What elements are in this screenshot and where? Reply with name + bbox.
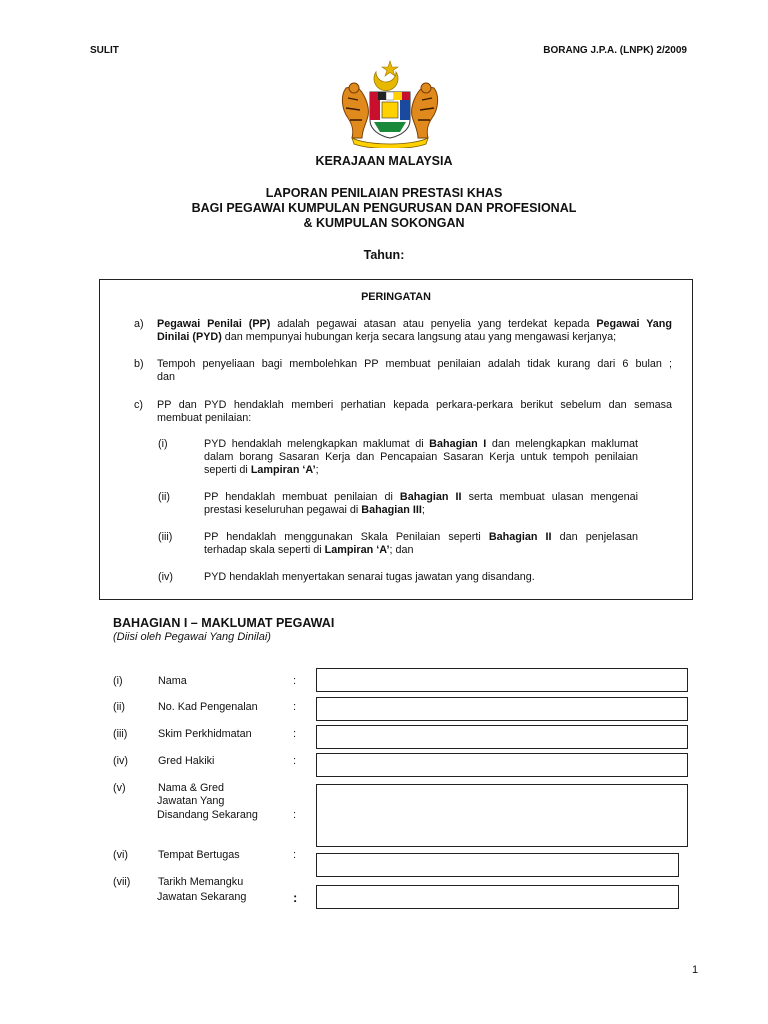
item-c-iii-text-3: terhadap skala seperti di xyxy=(204,544,325,556)
item-c-marker: c) xyxy=(134,399,143,411)
item-c-iii-marker: (iii) xyxy=(158,531,173,543)
page-number: 1 xyxy=(692,964,699,976)
header-classification: SULIT xyxy=(90,45,119,56)
item-a-text-1: adalah pegawai atasan atau penyelia yang terdekat kepada xyxy=(270,318,597,330)
ref-lampiran-a-1: Lampiran ‘A’ xyxy=(250,464,316,476)
nama-input[interactable] xyxy=(316,668,688,692)
field-colon-tempat: : xyxy=(293,849,297,861)
country-title: KERAJAAN MALAYSIA xyxy=(315,154,453,168)
item-c-i-marker: (i) xyxy=(158,438,168,450)
field-num-tempat: (vi) xyxy=(113,849,128,861)
field-colon-gred: : xyxy=(293,755,297,767)
section-subtitle: (Diisi oleh Pegawai Yang Dinilai) xyxy=(113,631,271,643)
item-c-i-text-2: dan melengkapkan maklumat xyxy=(486,438,638,450)
coat-of-arms-emblem xyxy=(338,58,442,148)
item-c-ii-line-2 xyxy=(204,504,425,518)
field-label-gred: Gred Hakiki xyxy=(158,755,215,767)
field-label-jawatan-3: Disandang Sekarang xyxy=(157,809,258,821)
field-num-skim: (iii) xyxy=(113,728,128,740)
item-c-ii-marker: (ii) xyxy=(158,491,170,503)
ic-number-input[interactable] xyxy=(316,697,688,721)
ref-bahagian-3: Bahagian III xyxy=(361,504,422,516)
item-c-i-text-1: PYD hendaklah melengkapkan maklumat di xyxy=(204,438,430,450)
field-label-jawatan-2: Jawatan Yang xyxy=(157,795,225,807)
field-num-ic: (ii) xyxy=(113,701,125,713)
item-b-line-2: dan xyxy=(157,371,176,383)
field-num-nama: (i) xyxy=(113,675,123,687)
warning-heading: PERINGATAN xyxy=(361,291,431,303)
report-title-line-1: LAPORAN PENILAIAN PRESTASI KHAS xyxy=(265,186,503,200)
item-c-iii-line-2 xyxy=(204,544,413,558)
field-num-gred: (iv) xyxy=(113,755,128,767)
item-c-iii-line-1 xyxy=(204,531,638,545)
ref-bahagian-2a: Bahagian II xyxy=(399,491,462,503)
field-label-skim: Skim Perkhidmatan xyxy=(158,728,252,740)
ref-bahagian-1: Bahagian I xyxy=(429,438,487,450)
term-pyd-1: Pegawai Yang xyxy=(596,318,672,330)
item-a-marker: a) xyxy=(134,318,144,330)
item-c-iv-text: PYD hendaklah menyertakan senarai tugas jawatan yang disandang. xyxy=(204,571,535,583)
item-c-iii-text-1: PP hendaklah menggunakan Skala Penilaian seperti xyxy=(204,531,489,543)
item-c-line-1: PP dan PYD hendaklah memberi perhatian kepada perkara-perkara berikut sebelum dan semasa xyxy=(157,399,672,411)
header-form-code: BORANG J.P.A. (LNPK) 2/2009 xyxy=(543,45,687,56)
item-a-line-1 xyxy=(157,318,672,332)
item-c-i-line-3 xyxy=(204,464,319,478)
item-c-line-2: membuat penilaian: xyxy=(157,412,252,424)
year-label: Tahun: xyxy=(363,248,405,262)
field-colon-ic: : xyxy=(293,701,297,713)
field-label-tarikh-2: Jawatan Sekarang xyxy=(157,891,247,903)
item-c-iii-text-2: dan penjelasan xyxy=(551,531,638,543)
gred-hakiki-input[interactable] xyxy=(316,753,688,777)
field-num-jawatan: (v) xyxy=(113,782,126,794)
report-title-line-2: BAGI PEGAWAI KUMPULAN PENGURUSAN DAN PROFESIONAL xyxy=(191,201,577,215)
warning-box xyxy=(99,279,693,600)
field-label-tempat: Tempat Bertugas xyxy=(158,849,240,861)
item-c-i-line-1 xyxy=(204,438,638,452)
field-colon-skim: : xyxy=(293,728,297,740)
item-b-line-1: Tempoh penyeliaan bagi membolehkan PP membuat penilaian adalah tidak kurang dari 6 bulan ; xyxy=(157,358,672,370)
ref-lampiran-a-2: Lampiran ‘A’ xyxy=(324,544,390,556)
section-title: BAHAGIAN I – MAKLUMAT PEGAWAI xyxy=(113,616,335,630)
item-a-text-2: dan mempunyai hubungan kerja secara langsung atau yang mengawasi kerjanya; xyxy=(221,331,617,343)
item-c-i-line-2: dalam borang Sasaran Kerja dan Pencapaian Sasaran Kerja untuk tempoh penilaian xyxy=(204,451,638,463)
term-pp: Pegawai Penilai (PP) xyxy=(157,318,271,330)
item-c-ii-text-4: ; xyxy=(421,504,425,516)
field-colon-jawatan: : xyxy=(293,809,297,821)
field-label-ic: No. Kad Pengenalan xyxy=(158,701,258,713)
field-num-tarikh: (vii) xyxy=(113,876,131,888)
report-title-line-3: & KUMPULAN SOKONGAN xyxy=(303,216,465,230)
item-c-iv-marker: (iv) xyxy=(158,571,173,583)
tarikh-memangku-input[interactable] xyxy=(316,885,679,909)
field-label-jawatan-1: Nama & Gred xyxy=(158,782,225,794)
field-label-tarikh-1: Tarikh Memangku xyxy=(158,876,244,888)
item-c-ii-text-2: serta membuat ulasan mengenai xyxy=(461,491,638,503)
skim-perkhidmatan-input[interactable] xyxy=(316,725,688,749)
ref-bahagian-2b: Bahagian II xyxy=(488,531,552,543)
field-label-nama: Nama xyxy=(158,675,187,687)
item-b-marker: b) xyxy=(134,358,144,370)
term-pyd-2: Dinilai (PYD) xyxy=(157,331,222,343)
item-c-ii-line-1 xyxy=(204,491,638,505)
jawatan-disandang-input[interactable] xyxy=(316,784,688,847)
item-c-i-text-3: seperti di xyxy=(204,464,251,476)
item-c-ii-text-3: prestasi keseluruhan pegawai di xyxy=(204,504,362,516)
item-c-i-text-4: ; xyxy=(315,464,319,476)
item-c-iii-text-4: ; dan xyxy=(389,544,414,556)
field-colon-nama: : xyxy=(293,675,297,687)
item-c-ii-text-1: PP hendaklah membuat penilaian di xyxy=(204,491,400,503)
item-a-line-2 xyxy=(157,331,672,345)
tempat-bertugas-input[interactable] xyxy=(316,853,679,877)
field-colon-tarikh: : xyxy=(293,890,298,905)
